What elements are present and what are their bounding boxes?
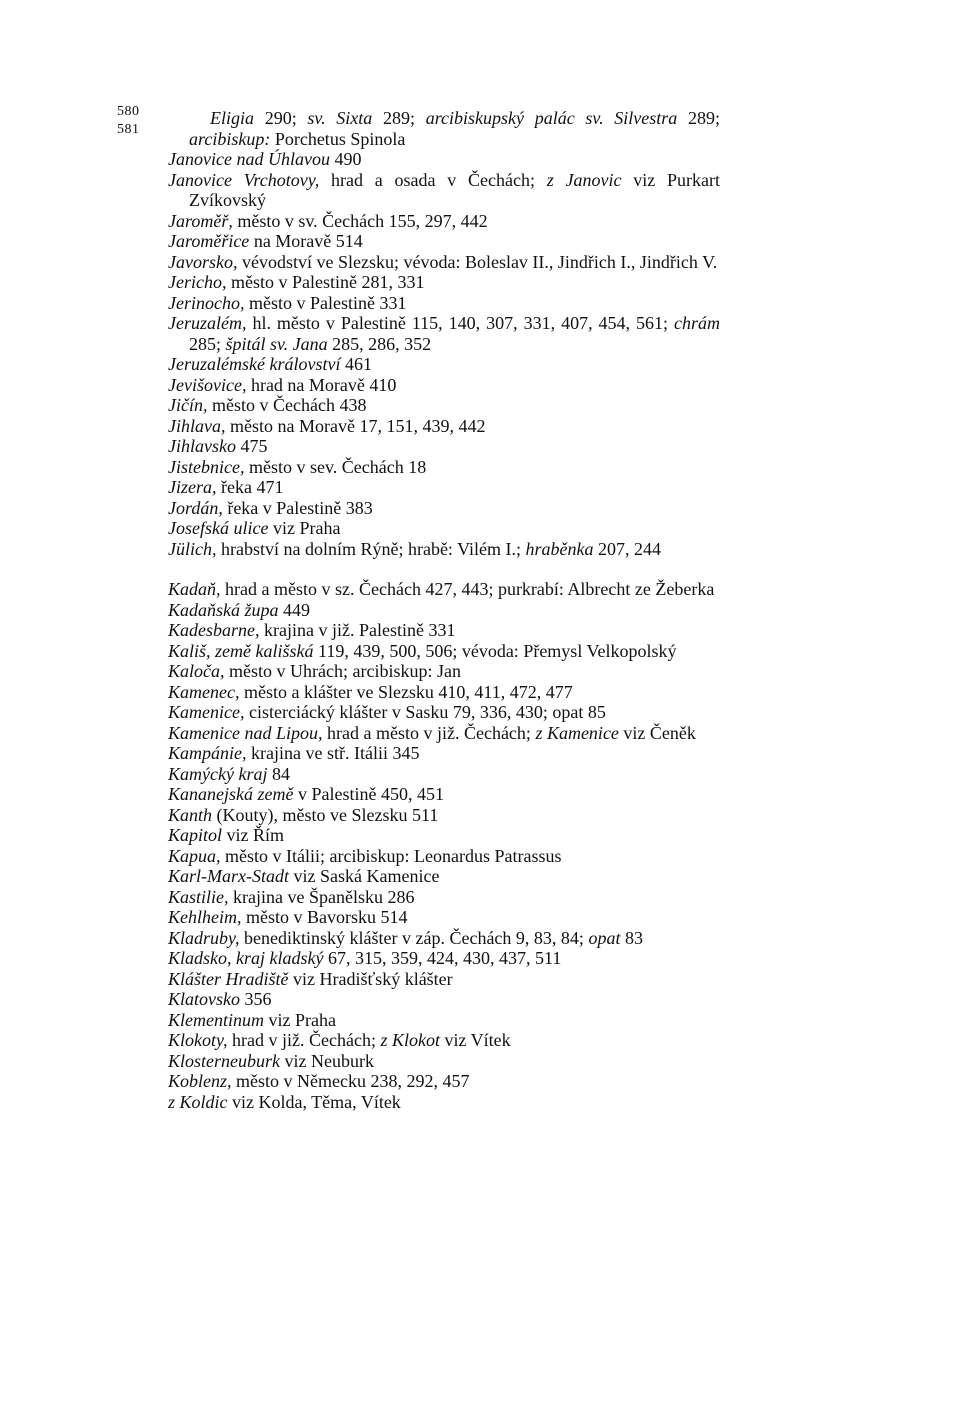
- index-entry: [168, 313, 720, 354]
- index-entry: [168, 784, 720, 805]
- entry-text: viz Kolda, Těma, Vítek: [227, 1091, 401, 1112]
- entry-text: 285, 286, 352: [327, 333, 432, 354]
- index-entry: [168, 375, 720, 396]
- page-number-top: 580: [117, 104, 140, 119]
- entry-text: hrad a osada v Čechách;: [319, 169, 547, 190]
- entry-text: viz Praha: [268, 518, 341, 538]
- index-entry: [168, 354, 720, 375]
- index-entry: [168, 108, 720, 149]
- entry-term: Jihlavsko: [168, 436, 236, 456]
- entry-text: viz Vítek: [439, 1030, 511, 1050]
- entry-term: Jizera,: [168, 477, 217, 497]
- index-entry: [168, 600, 720, 621]
- entry-text: viz Hradišťský klášter: [288, 968, 453, 989]
- index-entry: [168, 661, 720, 682]
- entry-text: město na Moravě 17, 151, 439, 442: [225, 415, 486, 436]
- entry-term: Klokoty,: [168, 1030, 228, 1050]
- entry-term: Kamenec,: [168, 681, 240, 702]
- entry-term: Kanth: [168, 804, 213, 825]
- entry-text: cisterciácký klášter v Sasku 79, 336, 430; opat 85: [244, 702, 606, 722]
- entry-text: město v Německu 238, 292, 457: [231, 1071, 470, 1091]
- entry-text: řeka 471: [216, 477, 284, 497]
- entry-term: Kastilie,: [168, 886, 229, 907]
- index-entry: [168, 846, 720, 867]
- entry-term: Kapitol: [168, 825, 223, 845]
- index-entry: [168, 743, 720, 764]
- index-entry: [168, 641, 720, 662]
- entry-term: hraběnka: [525, 538, 594, 559]
- entry-term: Jaroměř,: [168, 210, 233, 231]
- entry-text: město v sv. Čechách 155, 297, 442: [232, 210, 488, 231]
- entry-term: Kananejská země: [168, 784, 294, 804]
- entry-text: hl. město v Palestině 115, 140, 307, 331, 407, 454, 561;: [246, 313, 674, 333]
- entry-text: město v Uhrách; arcibiskup: Jan: [224, 661, 461, 681]
- index-entry: [168, 907, 720, 928]
- entry-text: benediktinský klášter v záp. Čechách 9, 83, 84;: [239, 927, 589, 948]
- entry-text: 475: [235, 436, 268, 456]
- entry-text: krajina ve stř. Itálii 345: [246, 743, 420, 763]
- index-entries: [168, 108, 720, 1112]
- entry-term: Klosterneuburk: [168, 1050, 280, 1071]
- entry-term: Janovice nad Úhlavou: [168, 149, 330, 169]
- entry-term: Kamenice nad Lipou,: [168, 722, 323, 743]
- entry-term: Jülich,: [168, 538, 217, 559]
- index-entry: [168, 211, 720, 232]
- index-entry: [168, 948, 720, 969]
- index-entry: [168, 805, 720, 826]
- entry-text: 285;: [189, 333, 226, 354]
- index-entry: [168, 764, 720, 785]
- index-entry: [168, 170, 720, 211]
- entry-text: 67, 315, 359, 424, 430, 437, 511: [323, 948, 562, 968]
- index-entry: [168, 231, 720, 252]
- index-entry: [168, 620, 720, 641]
- entry-term: Koblenz,: [168, 1071, 232, 1091]
- entry-term: Karl-Marx-Stadt: [168, 866, 289, 886]
- entry-text: viz Purkart Zvíkovský: [189, 169, 720, 210]
- entry-term: Kampánie,: [168, 743, 247, 763]
- entry-term: Jordán,: [168, 497, 223, 518]
- entry-text: město v sev. Čechách 18: [244, 456, 427, 477]
- index-entry: [168, 457, 720, 478]
- entry-text: 290;: [254, 108, 308, 128]
- page-numbers: [117, 103, 140, 139]
- index-entry: [168, 989, 720, 1010]
- entry-term: Kaloča,: [168, 661, 225, 681]
- index-entry: [168, 252, 720, 273]
- entry-term: z Klokot: [380, 1030, 440, 1050]
- entry-term: Eligia: [210, 108, 254, 128]
- entry-term: Janovice Vrchotovy,: [168, 169, 320, 190]
- entry-term: Jevišovice,: [168, 374, 247, 395]
- entry-term: opat: [588, 927, 621, 948]
- entry-text: v Palestině 450, 451: [293, 784, 444, 804]
- index-entry: [168, 149, 720, 170]
- entry-text: hrad na Moravě 410: [246, 374, 397, 395]
- index-entry: [168, 436, 720, 457]
- entry-text: 84: [267, 763, 290, 784]
- entry-text: 490: [329, 149, 362, 169]
- entry-text: na Moravě 514: [249, 231, 363, 251]
- entry-text: krajina v již. Palestině 331: [259, 620, 456, 640]
- entry-term: z Koldic: [168, 1091, 228, 1112]
- entry-term: Kališ, země kališská: [168, 640, 314, 661]
- entry-text: město v Čechách 438: [207, 395, 367, 415]
- entry-text: město v Palestině 331: [244, 292, 407, 313]
- index-entry: [168, 518, 720, 539]
- entry-term: Javorsko,: [168, 251, 238, 272]
- entry-term: Klášter Hradiště: [168, 968, 289, 989]
- entry-term: Klatovsko: [168, 989, 240, 1009]
- entry-term: Kladsko, kraj kladský: [168, 948, 324, 968]
- entry-text: 207, 244: [593, 538, 662, 559]
- index-entry: [168, 498, 720, 519]
- entry-text: město v Itálii; arcibiskup: Leonardus Patrassus: [220, 845, 562, 866]
- entry-term: Kamýcký kraj: [168, 763, 268, 784]
- entry-term: z Kamenice: [535, 722, 619, 743]
- entry-term: Kamenice,: [168, 702, 245, 722]
- entry-term: arcibiskup:: [189, 128, 271, 149]
- page-number-bottom: 581: [117, 122, 140, 137]
- entry-text: krajina ve Španělsku 286: [228, 886, 415, 907]
- index-entry: [168, 1010, 720, 1031]
- entry-text: 289;: [372, 108, 426, 128]
- entry-text: viz Neuburk: [280, 1050, 374, 1071]
- entry-term: Jistebnice,: [168, 456, 245, 477]
- index-entry: [168, 1071, 720, 1092]
- entry-term: Jaroměřice: [168, 231, 250, 251]
- entry-text: hrabství na dolním Rýně; hrabě: Vilém I.;: [216, 538, 526, 559]
- entry-term: Jihlava,: [168, 415, 226, 436]
- index-entry: [168, 539, 720, 560]
- entry-term: chrám: [674, 313, 720, 333]
- entry-text: 119, 439, 500, 506; vévoda: Přemysl Velkopolský: [313, 640, 677, 661]
- index-entry: [168, 1092, 720, 1113]
- entry-term: Kapua,: [168, 845, 221, 866]
- entry-text: 449: [278, 599, 311, 620]
- entry-term: Jericho,: [168, 272, 227, 292]
- entry-text: viz Řím: [222, 825, 285, 845]
- entry-term: Jičín,: [168, 395, 208, 415]
- entry-text: hrad v již. Čechách;: [227, 1030, 381, 1050]
- index-entry: [168, 928, 720, 949]
- index-entry: [168, 1051, 720, 1072]
- index-entry: [168, 723, 720, 744]
- entry-term: Josefská ulice: [168, 518, 269, 538]
- entry-term: Jerinocho,: [168, 292, 245, 313]
- entry-term: z Janovic: [546, 169, 622, 190]
- entry-text: vévodství ve Slezsku; vévoda: Boleslav II., Jindřich I., Jindřich V.: [237, 251, 718, 272]
- entry-text: (Kouty), město ve Slezsku 511: [212, 804, 439, 825]
- entry-text: 289;: [677, 108, 720, 128]
- entry-term: Kehlheim,: [168, 907, 242, 927]
- entry-term: Jeruzalémské království: [168, 354, 341, 374]
- index-entry: [168, 272, 720, 293]
- index-entry: [168, 579, 720, 600]
- entry-term: Klementinum: [168, 1009, 264, 1030]
- entry-term: arcibiskupský palác sv. Silvestra: [425, 108, 678, 128]
- entry-text: 461: [340, 354, 372, 374]
- index-entry: [168, 1030, 720, 1051]
- index-entry: [168, 825, 720, 846]
- entry-text: 356: [240, 989, 272, 1009]
- entry-text: viz Čeněk: [618, 722, 696, 743]
- entry-text: město v Palestině 281, 331: [226, 272, 425, 292]
- entry-text: město v Bavorsku 514: [241, 907, 408, 927]
- entry-text: viz Praha: [264, 1009, 336, 1030]
- index-entry: [168, 416, 720, 437]
- entry-term: Kladruby,: [168, 927, 240, 948]
- entry-text: 83: [620, 927, 643, 948]
- entry-text: viz Saská Kamenice: [289, 866, 440, 886]
- index-entry: [168, 866, 720, 887]
- entry-term: Kadesbarne,: [168, 620, 260, 640]
- index-entry: [168, 395, 720, 416]
- entry-text: Porchetus Spinola: [270, 128, 406, 149]
- entry-term: Kadaňská župa: [168, 599, 279, 620]
- entry-term: špitál sv. Jana: [225, 333, 328, 354]
- entry-text: město a klášter ve Slezsku 410, 411, 472, 477: [239, 681, 573, 702]
- index-entry: [168, 477, 720, 498]
- entry-text: hrad a město v již. Čechách;: [322, 722, 536, 743]
- index-entry: [168, 887, 720, 908]
- index-entry: [168, 969, 720, 990]
- entry-term: sv. Sixta: [307, 108, 373, 128]
- entry-text: hrad a město v sz. Čechách 427, 443; purkrabí: Albrecht ze Žeberka: [220, 579, 715, 599]
- entry-term: Kadaň,: [168, 579, 221, 599]
- entry-text: řeka v Palestině 383: [222, 497, 373, 518]
- entry-term: Jeruzalém,: [168, 313, 247, 333]
- index-entry: [168, 702, 720, 723]
- index-entry: [168, 293, 720, 314]
- index-entry: [168, 682, 720, 703]
